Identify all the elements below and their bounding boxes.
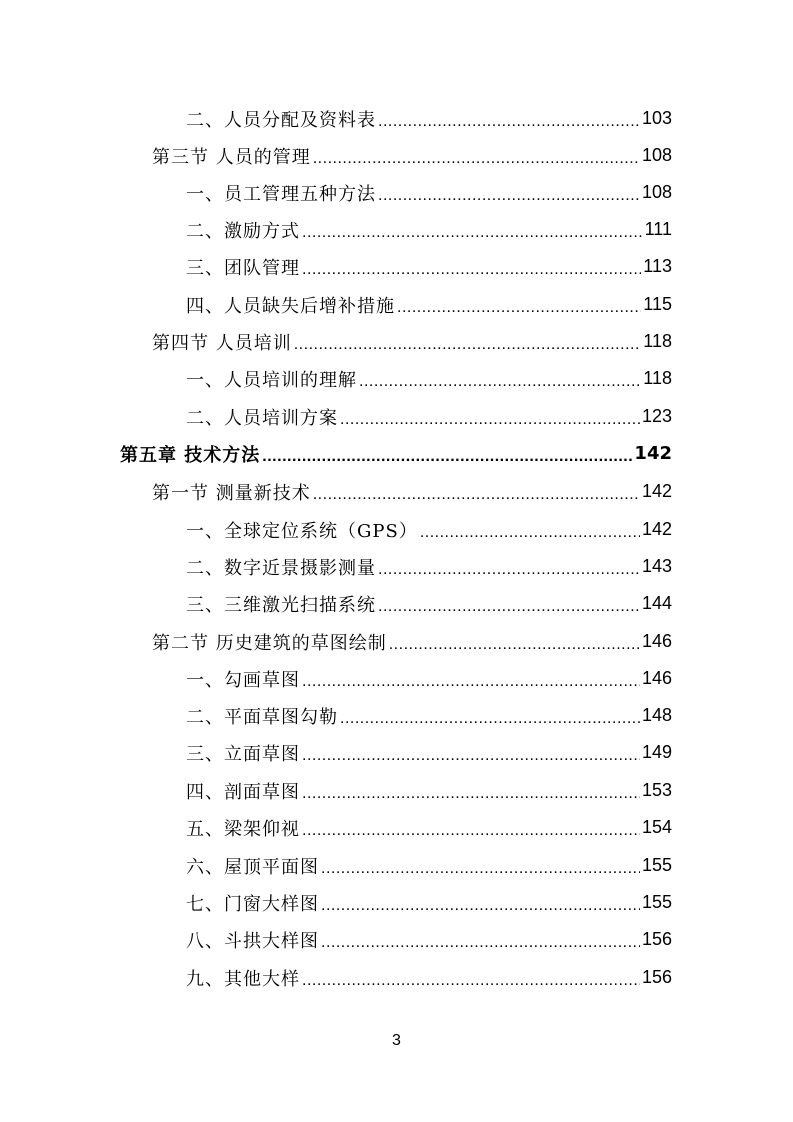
toc-entry-label: 二、人员培训方案 [186, 407, 338, 429]
toc-entry-label: 九、其他大样 [186, 968, 300, 990]
toc-entry-label: 八、斗拱大样图 [186, 930, 319, 952]
toc-entry-label: 一、人员培训的理解 [186, 369, 357, 391]
toc-entry[interactable] [186, 847, 672, 884]
toc-entry-page: 103 [641, 108, 672, 128]
toc-entry-page: 156 [641, 967, 672, 987]
toc-entry-page: 143 [641, 556, 672, 576]
toc-entry-label: 第一节 测量新技术 [152, 482, 311, 504]
toc-entry-page: 111 [644, 219, 672, 239]
toc-leader-dots [359, 374, 641, 390]
toc-entry-page: 113 [643, 256, 672, 276]
toc-entry-page: 153 [641, 780, 672, 800]
toc-entry-label: 二、人员分配及资料表 [186, 109, 376, 131]
toc-entry[interactable] [186, 884, 672, 921]
toc-leader-dots [340, 711, 640, 727]
toc-entry-label: 七、门窗大样图 [186, 893, 319, 915]
toc-entry-page: 142 [641, 481, 672, 501]
toc-chapter-entry[interactable] [120, 435, 672, 472]
toc-entry-label: 三、立面草图 [186, 743, 300, 765]
toc-entry-label: 第三节 人员的管理 [152, 146, 311, 168]
toc-leader-dots [397, 300, 641, 316]
toc-entry-label: 二、平面草图勾勒 [186, 706, 338, 728]
toc-entry-page: 149 [641, 742, 672, 762]
toc-entry[interactable] [186, 959, 672, 996]
toc-leader-dots [302, 748, 640, 764]
toc-entry-page: 142 [641, 519, 672, 539]
toc-entry[interactable] [186, 511, 672, 548]
toc-entry-label: 三、团队管理 [186, 257, 300, 279]
toc-entry[interactable] [186, 248, 672, 285]
toc-entry[interactable] [186, 585, 672, 622]
toc-entry-label: 三、三维激光扫描系统 [186, 594, 376, 616]
toc-entry-label: 四、人员缺失后增补措施 [186, 295, 395, 317]
toc-entry[interactable] [186, 360, 672, 397]
toc-entry-label: 六、屋顶平面图 [186, 856, 319, 878]
toc-leader-dots [378, 114, 640, 130]
toc-leader-dots [389, 637, 640, 653]
toc-leader-dots [321, 898, 640, 914]
toc-leader-dots [302, 674, 640, 690]
toc-entry-page: 144 [641, 593, 672, 613]
toc-leader-dots [262, 449, 632, 465]
toc-entry[interactable] [186, 660, 672, 697]
toc-entry-page: 155 [641, 892, 672, 912]
toc-entry[interactable] [186, 697, 672, 734]
toc-leader-dots [321, 861, 640, 877]
toc-entry-label: 一、勾画草图 [186, 669, 300, 691]
toc-leader-dots [420, 525, 640, 541]
toc-entry-page: 146 [641, 631, 672, 651]
toc-leader-dots [378, 562, 640, 578]
toc-entry[interactable] [186, 921, 672, 958]
toc-entry-page: 118 [643, 331, 672, 351]
toc-entry[interactable] [186, 809, 672, 846]
toc-leader-dots [340, 412, 640, 428]
toc-leader-dots [378, 599, 640, 615]
toc-leader-dots [321, 935, 640, 951]
toc-entry[interactable] [152, 473, 672, 510]
toc-leader-dots [378, 188, 640, 204]
toc-entry[interactable] [186, 174, 672, 211]
toc-entry-label: 第二节 历史建筑的草图绘制 [152, 632, 387, 654]
toc-entry-page: 156 [641, 929, 672, 949]
toc-entry[interactable] [152, 323, 672, 360]
toc-entry-label: 一、员工管理五种方法 [186, 183, 376, 205]
toc-entry-label: 二、激励方式 [186, 220, 300, 242]
toc-entry-page: 155 [641, 855, 672, 875]
toc-entry-label: 四、剖面草图 [186, 781, 300, 803]
toc-entry-page: 148 [641, 705, 672, 725]
toc-leader-dots [313, 487, 640, 503]
toc-entry-page: 118 [643, 368, 672, 388]
toc-entry-page: 108 [641, 145, 672, 165]
toc-leader-dots [302, 823, 640, 839]
toc-entry-page: 123 [641, 406, 672, 426]
toc-entry-page: 108 [641, 182, 672, 202]
toc-entry[interactable] [186, 398, 672, 435]
toc-leader-dots [294, 337, 642, 353]
toc-entry-page: 115 [643, 294, 672, 314]
toc-entry-label: 第四节 人员培训 [152, 332, 292, 354]
toc-entry[interactable] [152, 623, 672, 660]
toc-entry[interactable] [186, 100, 672, 137]
toc-entry-label: 第五章 技术方法 [120, 444, 261, 466]
toc-leader-dots [302, 225, 643, 241]
toc-entry[interactable] [152, 137, 672, 174]
toc-entry[interactable] [186, 734, 672, 771]
toc-leader-dots [302, 973, 640, 989]
toc-entry-page: 142 [634, 443, 672, 464]
toc-entry-page: 146 [641, 668, 672, 688]
toc-entry[interactable] [186, 772, 672, 809]
toc-entry-label: 二、数字近景摄影测量 [186, 557, 376, 579]
toc-entry-label: 一、全球定位系统（GPS） [186, 520, 418, 542]
toc-entry[interactable] [186, 211, 672, 248]
toc-entry[interactable] [186, 286, 672, 323]
toc-leader-dots [302, 786, 640, 802]
toc-leader-dots [313, 151, 640, 167]
toc-entry-page: 154 [641, 817, 672, 837]
toc-leader-dots [302, 262, 641, 278]
page-number: 3 [392, 1032, 401, 1049]
toc-entry-label: 五、梁架仰视 [186, 818, 300, 840]
toc-entry[interactable] [186, 548, 672, 585]
